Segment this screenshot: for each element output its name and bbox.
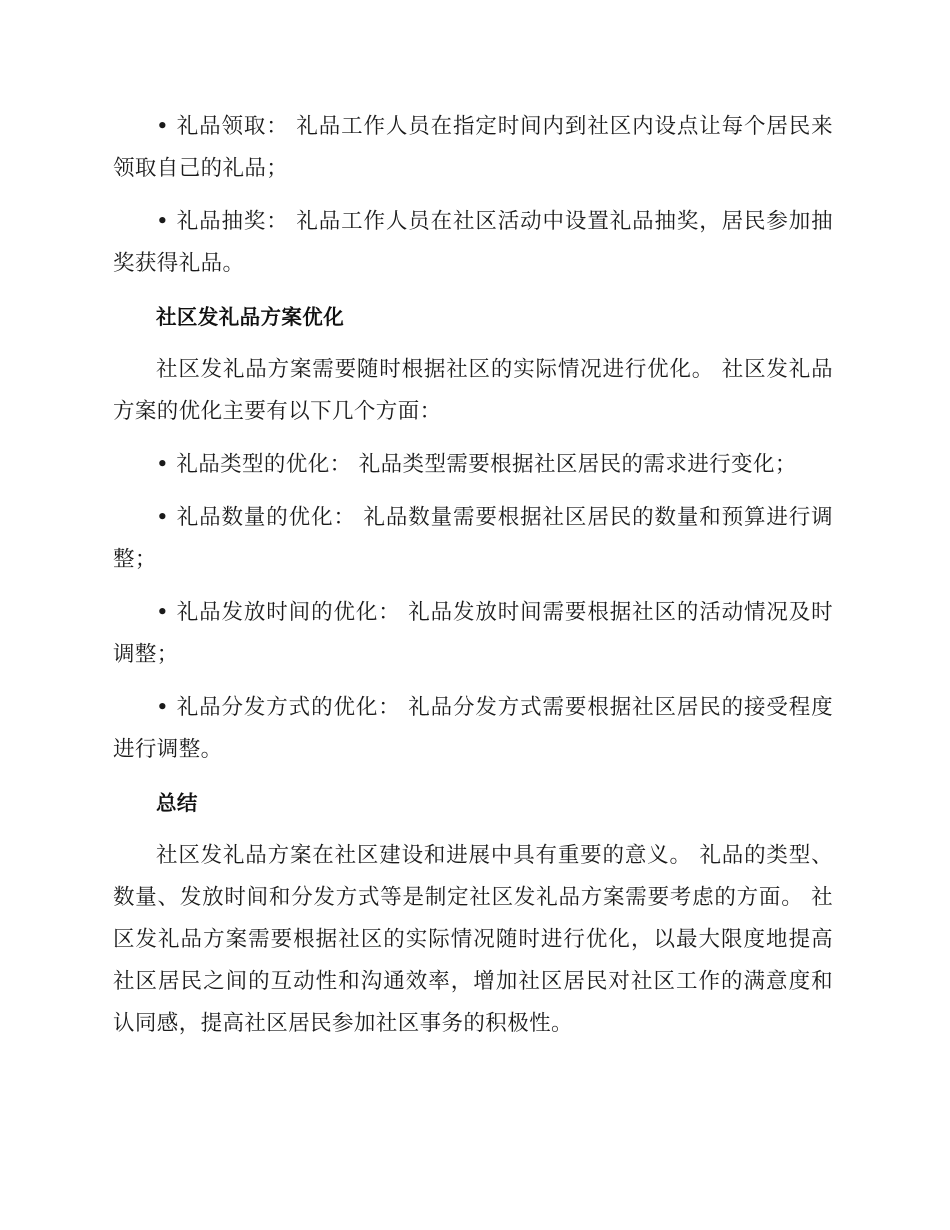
- bullet-timing-optimization: • 礼品发放时间的优化： 礼品发放时间需要根据社区的活动情况及时调整；: [113, 600, 833, 667]
- paragraph-optimization-intro: 社区发礼品方案需要随时根据社区的实际情况进行优化。 社区发礼品方案的优化主要有以下几个方面：: [113, 357, 833, 424]
- section-heading-summary: 总结: [156, 791, 198, 815]
- bullet-gift-pickup: • 礼品领取： 礼品工作人员在指定时间内到社区内设点让每个居民来领取自己的礼品；: [113, 114, 833, 181]
- section-heading-optimization: 社区发礼品方案优化: [156, 305, 345, 329]
- bullet-type-optimization: • 礼品类型的优化： 礼品类型需要根据社区居民的需求进行变化；: [156, 452, 797, 477]
- paragraph-summary: 社区发礼品方案在社区建设和进展中具有重要的意义。 礼品的类型、数量、发放时间和分发方式等是制定社区发礼品方案需要考虑的方面。 社区发礼品方案需要根据社区的实际情况随时进行优化，以最大限度地提高社区居民之间的互动性和沟通效率，增加社区居民对社区工作的满意度和认同感，提高社区居民参加社区事务的积极性。: [113, 843, 833, 1036]
- bullet-quantity-optimization: • 礼品数量的优化： 礼品数量需要根据社区居民的数量和预算进行调整；: [113, 505, 833, 572]
- document-body: [113, 106, 833, 1056]
- bullet-distribution-optimization: • 礼品分发方式的优化： 礼品分发方式需要根据社区居民的接受程度进行调整。: [113, 695, 833, 762]
- bullet-gift-lottery: • 礼品抽奖： 礼品工作人员在社区活动中设置礼品抽奖，居民参加抽奖获得礼品。: [113, 209, 833, 276]
